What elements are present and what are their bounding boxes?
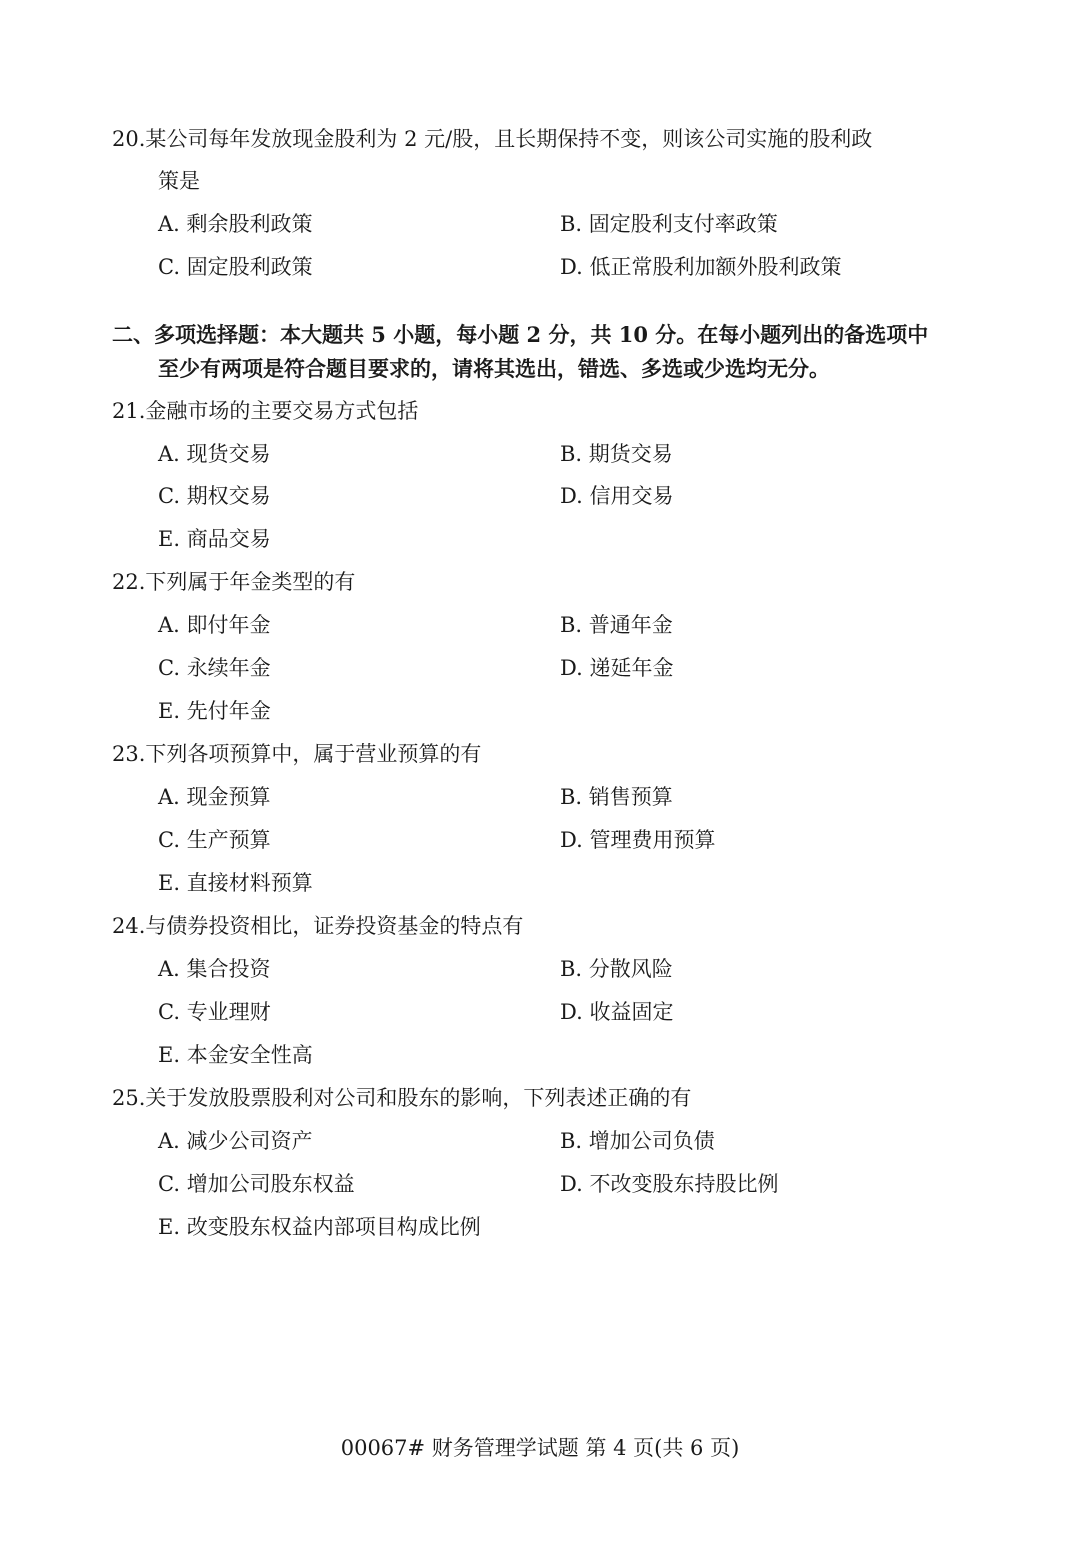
option-20-a (158, 210, 313, 238)
option-label: B. (560, 785, 583, 809)
option-25-d (560, 1170, 778, 1198)
option-text: 即付年金 (186, 613, 271, 637)
option-23-a (158, 783, 271, 811)
option-21-e (158, 525, 271, 553)
option-label: D. (560, 255, 583, 279)
option-label: D. (560, 828, 583, 852)
question-25-stem (112, 1084, 691, 1112)
question-stem: 下列各项预算中，属于营业预算的有 (145, 742, 482, 766)
option-24-d (560, 998, 673, 1026)
option-label: B. (560, 613, 583, 637)
option-label: A. (158, 442, 180, 466)
option-label: D. (560, 1172, 583, 1196)
option-label: C. (158, 1172, 180, 1196)
option-24-a (158, 955, 271, 983)
question-number: 21. (112, 399, 146, 423)
option-label: B. (560, 442, 583, 466)
option-text: 管理费用预算 (589, 828, 716, 852)
option-20-c (158, 253, 313, 281)
option-22-a (158, 611, 271, 639)
option-text: 不改变股东持股比例 (589, 1172, 779, 1196)
option-label: B. (560, 212, 583, 236)
question-20-stem-line1 (112, 125, 872, 153)
page-footer: 00067# 财务管理学试题 第 4 页(共 6 页) (340, 1436, 740, 1460)
question-number: 22. (112, 570, 146, 594)
option-text: 生产预算 (186, 828, 271, 852)
option-label: B. (560, 1129, 583, 1153)
option-25-c (158, 1170, 355, 1198)
option-24-c (158, 998, 271, 1026)
option-label: C. (158, 1000, 180, 1024)
option-label: A. (158, 1129, 180, 1153)
option-text: 普通年金 (588, 613, 673, 637)
option-text: 直接材料预算 (186, 871, 313, 895)
option-text: 永续年金 (186, 656, 271, 680)
option-21-a (158, 440, 271, 468)
option-text: 剩余股利政策 (186, 212, 313, 236)
option-text: 销售预算 (588, 785, 673, 809)
option-text: 收益固定 (589, 1000, 674, 1024)
question-stem: 金融市场的主要交易方式包括 (145, 399, 419, 423)
option-21-c (158, 482, 271, 510)
option-text: 集合投资 (186, 957, 271, 981)
option-text: 减少公司资产 (186, 1129, 313, 1153)
option-label: D. (560, 1000, 583, 1024)
option-label: E. (158, 699, 181, 723)
option-23-b (560, 783, 673, 811)
question-number: 25. (112, 1086, 146, 1110)
question-22-stem (112, 568, 355, 596)
option-25-b (560, 1127, 715, 1155)
option-label: C. (158, 484, 180, 508)
option-20-b (560, 210, 778, 238)
option-label: A. (158, 957, 180, 981)
option-text: 商品交易 (186, 527, 271, 551)
option-21-b (560, 440, 673, 468)
section-2-heading-line2: 至少有两项是符合题目要求的，请将其选出，错选、多选或少选均无分。 (158, 356, 830, 381)
option-22-b (560, 611, 673, 639)
option-21-d (560, 482, 673, 510)
option-text: 本金安全性高 (186, 1043, 313, 1067)
option-text: 低正常股利加额外股利政策 (589, 255, 842, 279)
option-22-c (158, 654, 271, 682)
option-23-e (158, 869, 313, 897)
option-22-d (560, 654, 673, 682)
option-label: E. (158, 527, 181, 551)
option-text: 增加公司股东权益 (186, 1172, 355, 1196)
option-25-e (158, 1213, 481, 1241)
option-text: 固定股利支付率政策 (588, 212, 778, 236)
option-label: B. (560, 957, 583, 981)
option-text: 专业理财 (186, 1000, 271, 1024)
option-20-d (560, 253, 841, 281)
question-stem: 关于发放股票股利对公司和股东的影响，下列表述正确的有 (145, 1086, 692, 1110)
option-text: 递延年金 (589, 656, 674, 680)
option-text: 分散风险 (588, 957, 673, 981)
option-text: 改变股东权益内部项目构成比例 (186, 1215, 481, 1239)
question-stem: 与债券投资相比，证券投资基金的特点有 (145, 914, 524, 938)
option-text: 期货交易 (588, 442, 673, 466)
option-text: 信用交易 (589, 484, 674, 508)
option-text: 期权交易 (186, 484, 271, 508)
option-label: A. (158, 613, 180, 637)
question-stem: 某公司每年发放现金股利为 2 元/股，且长期保持不变，则该公司实施的股利政 (145, 127, 873, 151)
option-23-d (560, 826, 715, 854)
option-24-b (560, 955, 673, 983)
option-text: 现金预算 (186, 785, 271, 809)
option-text: 先付年金 (186, 699, 271, 723)
option-label: A. (158, 785, 180, 809)
option-22-e (158, 697, 271, 725)
question-24-stem (112, 912, 523, 940)
option-text: 固定股利政策 (186, 255, 313, 279)
question-21-stem (112, 397, 418, 425)
option-label: C. (158, 828, 180, 852)
question-number: 23. (112, 742, 146, 766)
option-label: E. (158, 871, 181, 895)
option-label: C. (158, 255, 180, 279)
question-23-stem (112, 740, 481, 768)
option-25-a (158, 1127, 313, 1155)
option-label: C. (158, 656, 180, 680)
option-label: E. (158, 1215, 181, 1239)
option-label: D. (560, 484, 583, 508)
option-text: 增加公司负债 (588, 1129, 715, 1153)
question-number: 24. (112, 914, 146, 938)
question-20-stem-line2: 策是 (158, 169, 200, 193)
option-label: A. (158, 212, 180, 236)
option-24-e (158, 1041, 313, 1069)
option-label: E. (158, 1043, 181, 1067)
option-text: 现货交易 (186, 442, 271, 466)
section-2-heading-line1: 二、多项选择题：本大题共 5 小题，每小题 2 分，共 10 分。在每小题列出的备选项中 (112, 322, 929, 347)
option-23-c (158, 826, 271, 854)
option-label: D. (560, 656, 583, 680)
question-stem: 下列属于年金类型的有 (145, 570, 356, 594)
question-number: 20. (112, 127, 146, 151)
